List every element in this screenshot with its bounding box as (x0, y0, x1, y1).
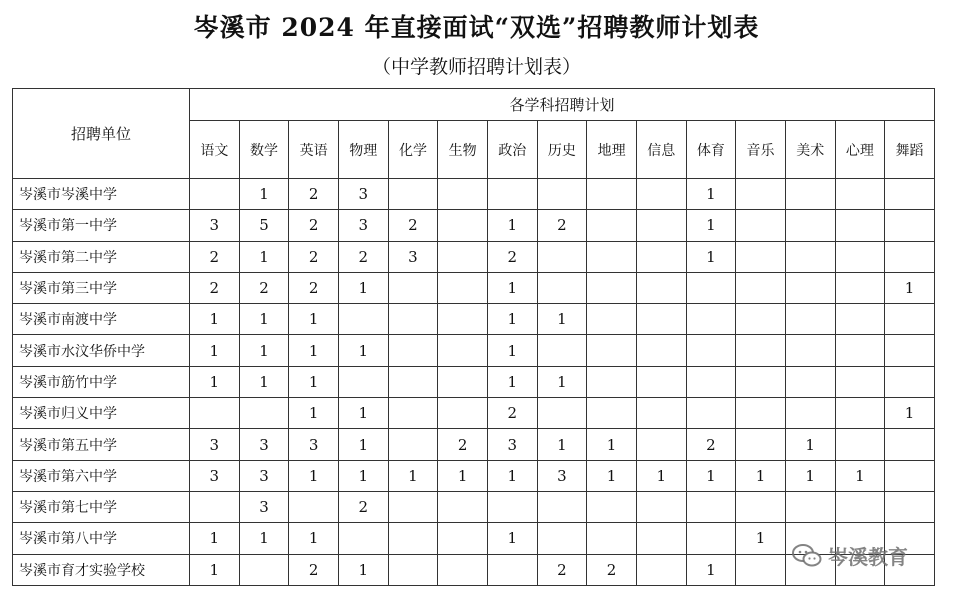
page-title: 岑溪市 2024 年直接面试“双选”招聘教师计划表 (193, 13, 760, 42)
count-cell (636, 241, 686, 272)
count-cell (537, 179, 587, 210)
count-cell (438, 523, 488, 554)
count-cell (388, 523, 438, 554)
count-cell (686, 335, 736, 366)
table-row (13, 210, 935, 241)
count-cell: 3 (239, 429, 289, 460)
count-cell (587, 304, 637, 335)
count-cell: 1 (239, 523, 289, 554)
count-cell: 2 (388, 210, 438, 241)
count-cell: 1 (487, 460, 537, 491)
count-cell: 1 (190, 366, 240, 397)
subject-header: 生物 (438, 121, 488, 179)
count-cell (388, 304, 438, 335)
count-cell (736, 179, 786, 210)
count-cell (537, 491, 587, 522)
count-cell (636, 366, 686, 397)
count-cell: 2 (190, 241, 240, 272)
subject-header: 音乐 (736, 121, 786, 179)
count-cell (587, 210, 637, 241)
count-cell (338, 366, 388, 397)
unit-name-cell: 岑溪市育才实验学校 (13, 554, 190, 585)
count-cell: 1 (537, 366, 587, 397)
count-cell: 3 (239, 491, 289, 522)
count-cell (885, 335, 935, 366)
table-row (13, 272, 935, 303)
count-cell: 1 (885, 398, 935, 429)
count-cell (885, 366, 935, 397)
count-cell (289, 491, 339, 522)
count-cell: 1 (289, 304, 339, 335)
count-cell (438, 179, 488, 210)
count-cell: 1 (587, 460, 637, 491)
count-cell (736, 272, 786, 303)
count-cell (785, 398, 835, 429)
table-row (13, 460, 935, 491)
count-cell (785, 272, 835, 303)
table-row (13, 179, 935, 210)
count-cell (587, 366, 637, 397)
watermark-text: 岑溪教育 (828, 545, 908, 569)
count-cell: 3 (388, 241, 438, 272)
unit-name-cell: 岑溪市南渡中学 (13, 304, 190, 335)
count-cell: 3 (338, 179, 388, 210)
count-cell: 3 (537, 460, 587, 491)
count-cell (686, 523, 736, 554)
count-cell (388, 429, 438, 460)
count-cell: 1 (190, 554, 240, 585)
wechat-icon (792, 543, 822, 569)
count-cell: 1 (289, 335, 339, 366)
count-cell (636, 491, 686, 522)
count-cell: 1 (686, 554, 736, 585)
count-cell: 2 (338, 491, 388, 522)
count-cell (835, 335, 885, 366)
count-cell: 2 (190, 272, 240, 303)
count-cell: 1 (239, 304, 289, 335)
count-cell (190, 491, 240, 522)
count-cell (636, 523, 686, 554)
count-cell: 1 (636, 460, 686, 491)
unit-name-cell: 岑溪市第一中学 (13, 210, 190, 241)
count-cell (835, 491, 885, 522)
count-cell (736, 554, 786, 585)
count-cell: 1 (338, 460, 388, 491)
count-cell (835, 179, 885, 210)
count-cell (438, 241, 488, 272)
count-cell (736, 429, 786, 460)
count-cell: 1 (338, 429, 388, 460)
count-cell (686, 398, 736, 429)
count-cell (438, 210, 488, 241)
count-cell: 1 (587, 429, 637, 460)
subject-header: 体育 (686, 121, 736, 179)
count-cell (438, 366, 488, 397)
count-cell (388, 335, 438, 366)
count-cell: 1 (487, 304, 537, 335)
unit-name-cell: 岑溪市第六中学 (13, 460, 190, 491)
count-cell (785, 241, 835, 272)
count-cell (388, 491, 438, 522)
subject-header: 舞蹈 (885, 121, 935, 179)
count-cell (885, 210, 935, 241)
count-cell: 1 (388, 460, 438, 491)
unit-name-cell: 岑溪市岑溪中学 (13, 179, 190, 210)
count-cell (438, 554, 488, 585)
count-cell: 3 (289, 429, 339, 460)
count-cell (636, 429, 686, 460)
count-cell (388, 554, 438, 585)
count-cell (537, 241, 587, 272)
count-cell: 1 (438, 460, 488, 491)
count-cell: 3 (190, 460, 240, 491)
count-cell: 1 (686, 179, 736, 210)
table-row (13, 241, 935, 272)
count-cell: 2 (438, 429, 488, 460)
count-cell: 1 (239, 335, 289, 366)
count-cell: 1 (338, 272, 388, 303)
count-cell (736, 335, 786, 366)
count-cell (388, 366, 438, 397)
subject-header: 历史 (537, 121, 587, 179)
table-header (13, 89, 935, 179)
count-cell: 2 (289, 210, 339, 241)
unit-name-cell: 岑溪市水汶华侨中学 (13, 335, 190, 366)
count-cell (686, 491, 736, 522)
table-row (13, 304, 935, 335)
count-cell (587, 523, 637, 554)
subject-header: 数学 (239, 121, 289, 179)
count-cell (835, 272, 885, 303)
subject-header: 地理 (587, 121, 637, 179)
unit-name-cell: 岑溪市第八中学 (13, 523, 190, 554)
count-cell (835, 304, 885, 335)
count-cell (239, 554, 289, 585)
count-cell: 3 (190, 210, 240, 241)
count-cell (885, 241, 935, 272)
unit-name-cell: 岑溪市筋竹中学 (13, 366, 190, 397)
subject-header: 物理 (338, 121, 388, 179)
count-cell: 1 (338, 335, 388, 366)
table-row (13, 366, 935, 397)
count-cell: 2 (537, 210, 587, 241)
count-cell (835, 210, 885, 241)
count-cell (785, 304, 835, 335)
count-cell (885, 491, 935, 522)
unit-name-cell: 岑溪市第五中学 (13, 429, 190, 460)
count-cell (785, 335, 835, 366)
count-cell (537, 272, 587, 303)
table-row (13, 491, 935, 522)
count-cell (388, 179, 438, 210)
subject-header: 心理 (835, 121, 885, 179)
count-cell (587, 335, 637, 366)
count-cell (736, 398, 786, 429)
count-cell: 1 (686, 241, 736, 272)
count-cell: 1 (289, 460, 339, 491)
count-cell (686, 304, 736, 335)
count-cell (438, 491, 488, 522)
count-cell (338, 304, 388, 335)
count-cell (438, 398, 488, 429)
count-cell: 1 (239, 366, 289, 397)
count-cell (885, 304, 935, 335)
count-cell: 3 (487, 429, 537, 460)
count-cell (885, 179, 935, 210)
count-cell (537, 398, 587, 429)
table-row (13, 398, 935, 429)
count-cell (686, 366, 736, 397)
count-cell: 1 (537, 429, 587, 460)
subject-header: 化学 (388, 121, 438, 179)
count-cell (338, 523, 388, 554)
count-cell (537, 335, 587, 366)
count-cell: 3 (190, 429, 240, 460)
count-cell (686, 272, 736, 303)
count-cell: 1 (487, 366, 537, 397)
count-cell (587, 398, 637, 429)
count-cell (239, 398, 289, 429)
count-cell (636, 398, 686, 429)
unit-header: 招聘单位 (13, 89, 190, 179)
count-cell: 1 (686, 210, 736, 241)
count-cell (487, 554, 537, 585)
count-cell (388, 272, 438, 303)
count-cell: 3 (338, 210, 388, 241)
count-cell (835, 429, 885, 460)
count-cell: 1 (686, 460, 736, 491)
count-cell (835, 241, 885, 272)
count-cell: 1 (190, 304, 240, 335)
count-cell (835, 398, 885, 429)
count-cell: 1 (239, 179, 289, 210)
subject-header: 信息 (636, 121, 686, 179)
count-cell (785, 366, 835, 397)
count-cell: 2 (289, 179, 339, 210)
count-cell: 1 (785, 429, 835, 460)
count-cell (636, 210, 686, 241)
count-cell (736, 491, 786, 522)
count-cell (190, 179, 240, 210)
count-cell (785, 491, 835, 522)
count-cell (736, 241, 786, 272)
count-cell (587, 179, 637, 210)
count-cell: 5 (239, 210, 289, 241)
count-cell: 1 (736, 523, 786, 554)
count-cell (885, 460, 935, 491)
count-cell: 1 (487, 272, 537, 303)
count-cell (785, 210, 835, 241)
count-cell: 1 (289, 523, 339, 554)
count-cell: 2 (289, 272, 339, 303)
count-cell: 1 (487, 523, 537, 554)
count-cell (438, 335, 488, 366)
count-cell (190, 398, 240, 429)
count-cell (835, 366, 885, 397)
recruitment-plan-table (12, 88, 935, 586)
unit-name-cell: 岑溪市第三中学 (13, 272, 190, 303)
count-cell (736, 366, 786, 397)
watermark (792, 541, 908, 570)
count-cell (587, 241, 637, 272)
unit-name-cell: 岑溪市第二中学 (13, 241, 190, 272)
unit-name-cell: 岑溪市归义中学 (13, 398, 190, 429)
count-cell: 1 (190, 335, 240, 366)
subject-header: 政治 (487, 121, 537, 179)
count-cell: 1 (537, 304, 587, 335)
count-cell (785, 179, 835, 210)
count-cell (438, 272, 488, 303)
table-row (13, 335, 935, 366)
count-cell (636, 272, 686, 303)
count-cell (736, 210, 786, 241)
count-cell (388, 398, 438, 429)
unit-name-cell: 岑溪市第七中学 (13, 491, 190, 522)
count-cell: 1 (289, 366, 339, 397)
subject-header: 英语 (289, 121, 339, 179)
count-cell: 2 (587, 554, 637, 585)
count-cell (438, 304, 488, 335)
count-cell: 1 (736, 460, 786, 491)
count-cell: 1 (190, 523, 240, 554)
subject-header: 语文 (190, 121, 240, 179)
count-cell: 2 (338, 241, 388, 272)
count-cell: 1 (885, 272, 935, 303)
count-cell: 2 (239, 272, 289, 303)
count-cell: 2 (487, 241, 537, 272)
page-subtitle: （中学教师招聘计划表） (371, 56, 581, 78)
count-cell: 2 (487, 398, 537, 429)
count-cell: 3 (239, 460, 289, 491)
table-row (13, 429, 935, 460)
count-cell (487, 179, 537, 210)
count-cell (636, 304, 686, 335)
count-cell: 2 (289, 241, 339, 272)
count-cell: 1 (239, 241, 289, 272)
count-cell (537, 523, 587, 554)
count-cell: 1 (338, 554, 388, 585)
count-cell: 2 (289, 554, 339, 585)
count-cell: 2 (537, 554, 587, 585)
count-cell: 1 (785, 460, 835, 491)
count-cell (636, 554, 686, 585)
count-cell: 1 (835, 460, 885, 491)
count-cell: 2 (686, 429, 736, 460)
subject-header: 美术 (785, 121, 835, 179)
count-cell: 1 (338, 398, 388, 429)
count-cell (587, 272, 637, 303)
count-cell (636, 179, 686, 210)
count-cell (587, 491, 637, 522)
header-row-group (13, 89, 935, 121)
subject-group-header: 各学科招聘计划 (190, 89, 935, 121)
count-cell (487, 491, 537, 522)
count-cell: 1 (487, 210, 537, 241)
count-cell (885, 429, 935, 460)
count-cell (736, 304, 786, 335)
count-cell: 1 (289, 398, 339, 429)
count-cell: 1 (487, 335, 537, 366)
table-body (13, 179, 935, 586)
count-cell (636, 335, 686, 366)
